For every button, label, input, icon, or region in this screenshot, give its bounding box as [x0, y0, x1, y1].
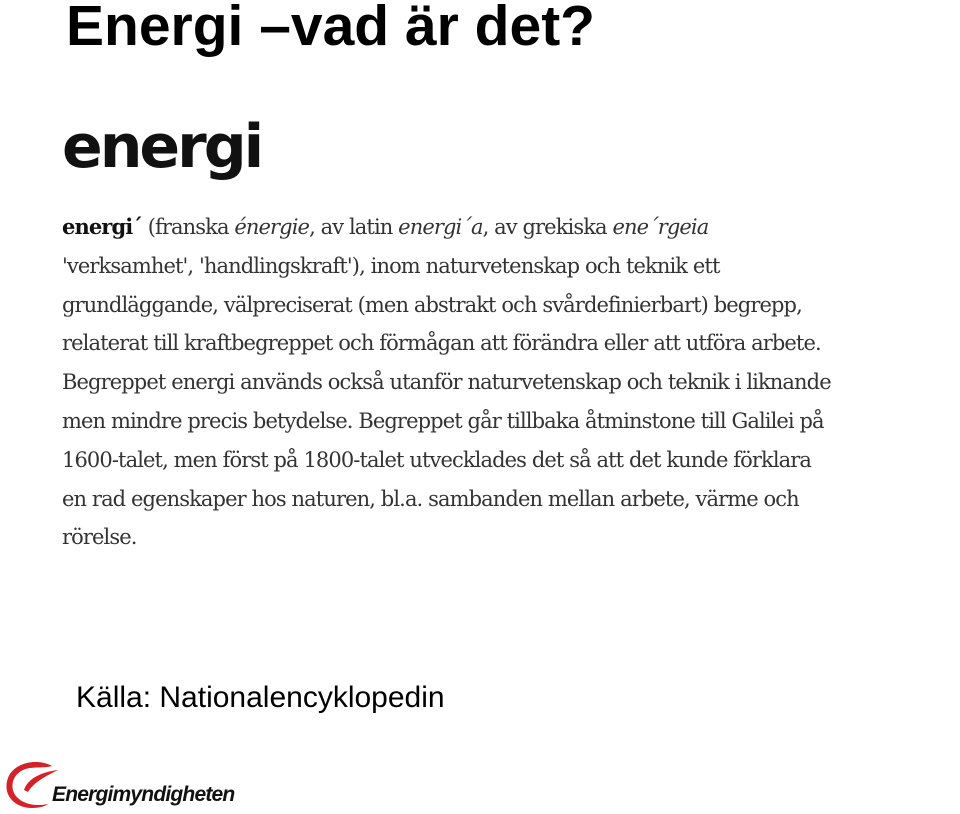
entry-line-8: en rad egenskaper hos naturen, bl.a. sambanden mellan arbete, värme och: [62, 486, 799, 511]
logo-wordmark: Energimyndigheten: [52, 783, 235, 806]
entry-term: energi´: [62, 214, 142, 239]
entry-line-7: 1600-talet, men först på 1800-talet utvecklades det så att det kunde förklara: [62, 447, 812, 472]
entry-line-3: grundläggande, välpreciserat (men abstrakt och svårdefinierbart) begrepp,: [62, 292, 802, 317]
entry-line-6: men mindre precis betydelse. Begreppet går tillbaka åtminstone till Galilei på: [62, 408, 824, 433]
encyclopedia-excerpt: [0, 110, 960, 560]
entry-line-9: rörelse.: [62, 525, 137, 550]
slide-title: Energi –vad är det?: [66, 0, 596, 58]
energimyndigheten-logo: [2, 756, 242, 812]
entry-line-4: relaterat till kraftbegreppet och förmågan att förändra eller att utföra arbete.: [62, 331, 821, 356]
source-citation: Källa: Nationalencyklopedin: [76, 681, 445, 714]
entry-line-1: energi´ (franska énergie, av latin energi´a, av grekiska ene´rgeia: [62, 214, 709, 239]
entry-line-5: Begreppet energi används också utanför naturvetenskap och teknik i liknande: [62, 370, 831, 395]
entry-headword: energi: [62, 112, 262, 182]
entry-text: [62, 208, 960, 557]
entry-line-2: 'verksamhet', 'handlingskraft'), inom naturvetenskap och teknik ett: [62, 253, 720, 278]
